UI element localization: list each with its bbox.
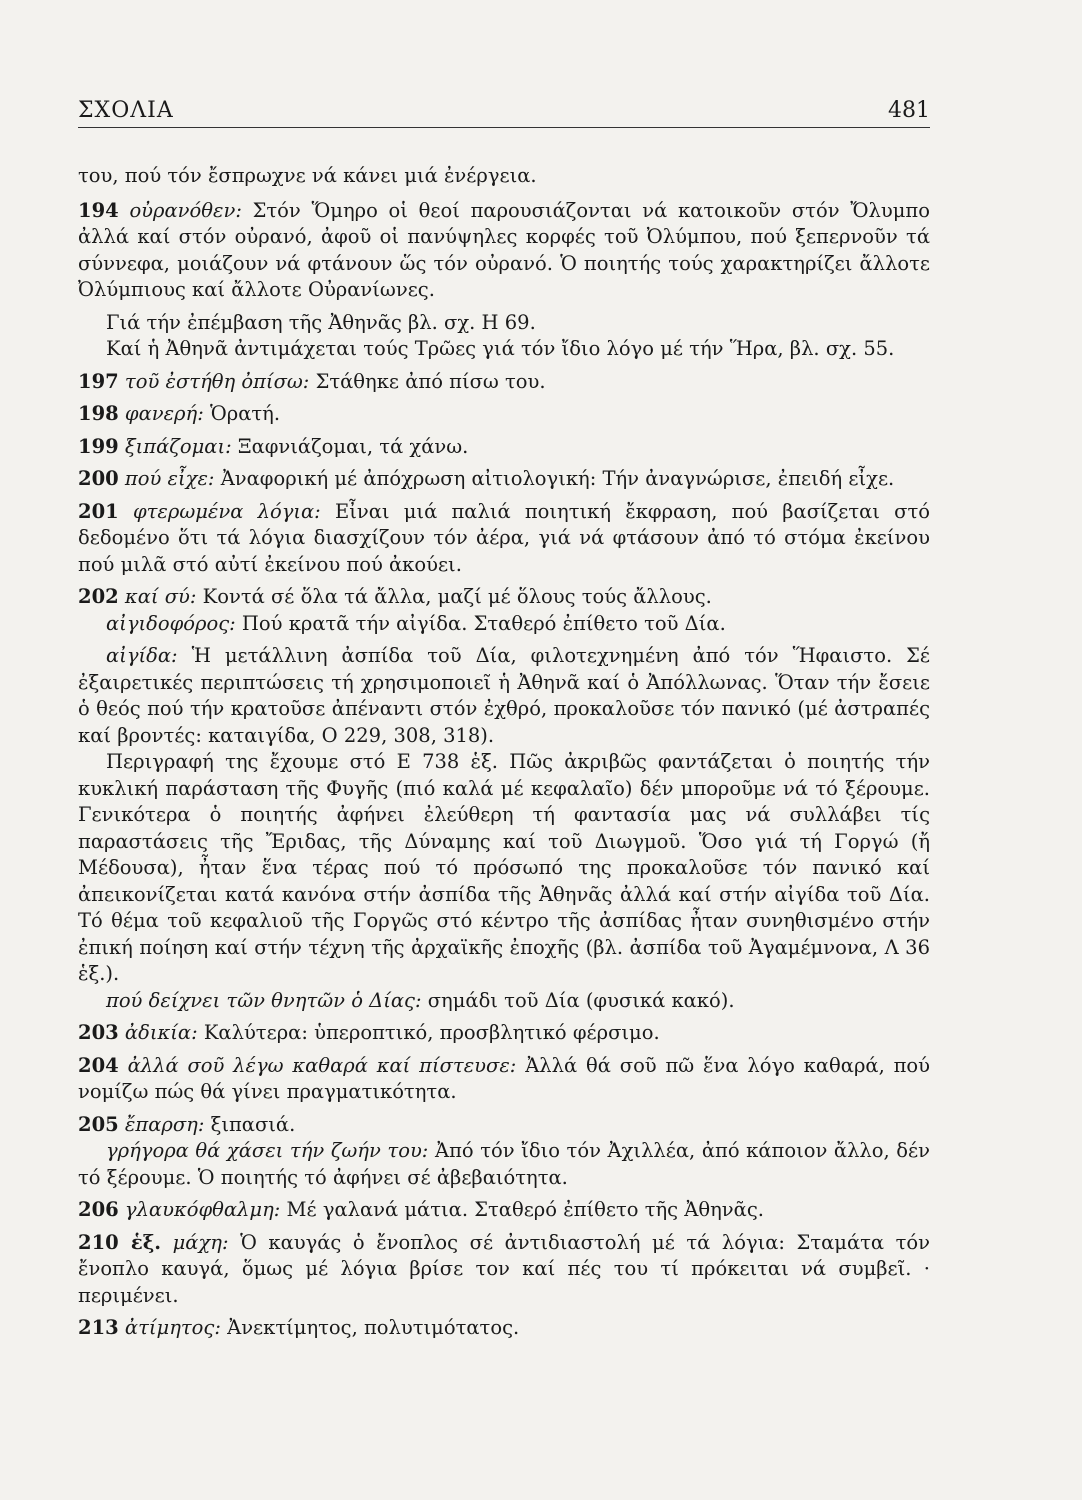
note-number: 203 [78,1021,119,1044]
note-lemma: καί σύ: [124,585,197,608]
note-205 [78,1112,930,1139]
note-202 [78,584,930,611]
note-204 [78,1053,930,1106]
note-198 [78,401,930,428]
note-202-sub-1 [78,611,930,638]
note-text: Στόν Ὅμηρο οἱ θεοί παρουσιάζονται νά κατοικοῦν στόν Ὄλυμπο ἀλλά καί στόν οὐρανό, ἀφοῦ οἱ πανύψηλες κορφές τοῦ Ὀλύμπου, πού ξεπερνοῦν τά σύννεφα, μοιάζουν νά φτάνουν ὥς τόν οὐρανό. Ὁ ποιητής τούς χαρακτηρίζει ἄλλοτε Ὀλύμπιους καί ἄλλοτε Οὐρανίωνες. [78,198,930,301]
note-lemma: ἀτίμητος: [124,1316,221,1339]
note-lemma: γρήγορα θά χάσει τήν ζωήν του: [106,1139,429,1162]
note-text: Στάθηκε ἀπό πίσω του. [315,369,546,393]
note-lemma: φανερή: [124,402,204,425]
note-number: 205 [78,1112,119,1136]
note-194-sub-1 [78,310,930,337]
note-text: Εἶναι μιά παλιά ποιητική ἔκφραση, πού βασίζεται στό δεδομένο ὅτι τά λόγια διασχίζουν τόν ἀέρα, γιά νά φτάσουν ἀπό τό στόμα ἐκείνου πού μιλᾶ στό αὐτί ἐκείνου πού ἀκούει. [78,499,931,576]
note-number: 206 [78,1198,119,1221]
note-197 [78,369,930,396]
note-202-sub-4 [78,988,930,1015]
note-lemma: αἰγιδοφόρος: [106,611,236,635]
note-number: 210 ἑξ. [78,1230,162,1254]
note-text: Ὁρατή. [209,402,281,425]
note-200 [78,466,930,493]
note-number: 198 [78,402,119,425]
note-text: Καί ἡ Ἀθηνᾶ ἀντιμάχεται τούς Τρῶες γιά τόν ἴδιο λόγο μέ τήν Ἥρα, βλ. σχ. 55. [106,337,895,360]
note-number: 204 [78,1053,119,1077]
note-lemma: αἰγίδα: [106,644,178,667]
note-213 [78,1315,930,1342]
note-text: Καλύτερα: ὑπεροπτικό, προσβλητικό φέρσιμο. [203,1021,660,1044]
note-text: Περιγραφή της ἔχουμε στό Ε 738 ἑξ. Πῶς ἀκριβῶς φαντάζεται ὁ ποιητής τήν κυκλική παράσταση τῆς Φυγῆς (πιό καλά μέ κεφαλαῖο) δέν μποροῦμε νά τό ξέρουμε. Γενικότερα ὁ ποιητής ἀφήνει ἐλεύθερη τή φαντασία μας νά συλλάβει τίς παραστάσεις τῆς Ἔριδας, τῆς Δύναμης καί τοῦ Διωγμοῦ. Ὅσο γιά τή Γοργώ (ἤ Μέδουσα), ἦταν ἕνα τέρας πού τό πρόσωπό της προκαλοῦσε τόν πανικό καί ἀπεικονίζεται κατά κανόνα στήν ἀσπίδα τῆς Ἀθηνᾶς ἀλλά καί στήν αἰγίδα τοῦ Δία. Τό θέμα τοῦ κεφαλιοῦ τῆς Γοργῶς στό κέντρο τῆς ἀσπίδας ἦταν συνηθισμένο στήν ἐπική ποίηση καί στήν τέχνη τῆς ἀρχαϊκῆς ἐποχῆς (βλ. ἀσπίδα τοῦ Ἀγαμέμνονα, Λ 36 ἑξ.). [78,750,930,985]
note-text: Γιά τήν ἐπέμβαση τῆς Ἀθηνᾶς βλ. σχ. Η 69. [106,310,536,334]
note-text: Ἀλλά θά σοῦ πῶ ἕνα λόγο καθαρά, πού νομίζω πώς θά γίνει πραγματικότητα. [78,1053,931,1103]
note-text: ξιπασιά. [210,1112,296,1136]
note-text: Πού κρατᾶ τήν αἰγίδα. Σταθερό ἐπίθετο τοῦ Δία. [241,611,726,635]
note-text: του, πού τόν ἔσπρωχνε νά κάνει μιά ἐνέργεια. [78,164,537,187]
note-201 [78,499,930,579]
note-text: σημάδι τοῦ Δία (φυσικά κακό). [427,988,735,1012]
note-text: Ἀνεκτίμητος, πολυτιμότατος. [227,1316,520,1339]
note-203 [78,1020,930,1047]
note-lemma: τοῦ ἐστήθη ὀπίσω: [124,369,310,393]
note-lemma: ἔπαρση: [124,1112,205,1136]
commentary-body [78,163,930,1348]
note-202-sub-3 [78,749,930,988]
running-header [78,92,930,126]
note-number: 213 [78,1316,119,1339]
note-205-sub-1 [78,1138,930,1191]
note-lemma: γλαυκόφθαλμη: [124,1198,281,1221]
note-text: Μέ γαλανά μάτια. Σταθερό ἐπίθετο τῆς Ἀθηνᾶς. [286,1198,764,1221]
note-continuation [78,163,930,190]
note-number: 200 [78,467,119,490]
note-number: 201 [78,499,119,523]
note-lemma: οὐρανόθεν: [129,198,242,222]
header-rule [78,127,930,128]
note-text: Ἡ μετάλλινη ἀσπίδα τοῦ Δία, φιλοτεχνημένη ἀπό τόν Ἥφαιστο. Σέ ἐξαιρετικές περιπτώσεις τή χρησιμοποιεῖ ἡ Ἀθηνᾶ καί ὁ Ἀπόλλωνας. Ὅταν τήν ἔσειε ὁ θεός πού τήν κρατοῦσε ἀπέναντι στόν ἐχθρό, προκαλοῦσε τόν πανικό (μέ ἀστραπές καί βροντές: καταιγίδα, Ο 229, 308, 318). [78,644,931,747]
note-199 [78,434,930,461]
page-number: 481 [888,98,930,123]
note-number: 199 [78,434,119,458]
note-lemma: ξιπάζομαι: [124,434,232,458]
note-lemma: πού εἶχε: [124,467,215,490]
note-lemma: φτερωμένα λόγια: [132,499,321,523]
note-194 [78,198,930,304]
note-text: Ἀναφορική μέ ἀπόχρωση αἰτιολογική: Τήν ἀναγνώρισε, ἐπειδή εἶχε. [220,467,895,490]
note-number: 194 [78,198,119,222]
note-lemma: ἀλλά σοῦ λέγω καθαρά καί πίστευσε: [127,1053,517,1077]
note-text: Ξαφνιάζομαι, τά χάνω. [237,434,469,458]
note-206 [78,1197,930,1224]
note-text: Κοντά σέ ὅλα τά ἄλλα, μαζί μέ ὅλους τούς ἄλλους. [202,585,712,608]
note-lemma: ἀδικία: [124,1021,198,1044]
note-194-sub-2 [78,336,930,363]
note-text: Ἀπό τόν ἴδιο τόν Ἀχιλλέα, ἀπό κάποιον ἄλλο, δέν τό ξέρουμε. Ὁ ποιητής τό ἀφήνει σέ ἀβεβαιότητα. [78,1139,931,1189]
note-text: Ὁ καυγάς ὁ ἔνοπλος σέ ἀντιδιαστολή μέ τά λόγια: Σταμάτα τόν ἔνοπλο καυγά, ὅμως μέ λόγια βρίσε τον καί πές του τί πρόκειται νά συμβεῖ. · περιμένει. [78,1230,931,1307]
note-lemma: μάχη: [172,1230,229,1254]
note-210 [78,1230,930,1310]
note-number: 202 [78,585,119,608]
note-202-sub-2 [78,643,930,749]
section-title: ΣΧΟΛΙΑ [78,98,174,123]
note-lemma: πού δείχνει τῶν θνητῶν ὁ Δίας: [106,988,422,1012]
note-number: 197 [78,369,119,393]
